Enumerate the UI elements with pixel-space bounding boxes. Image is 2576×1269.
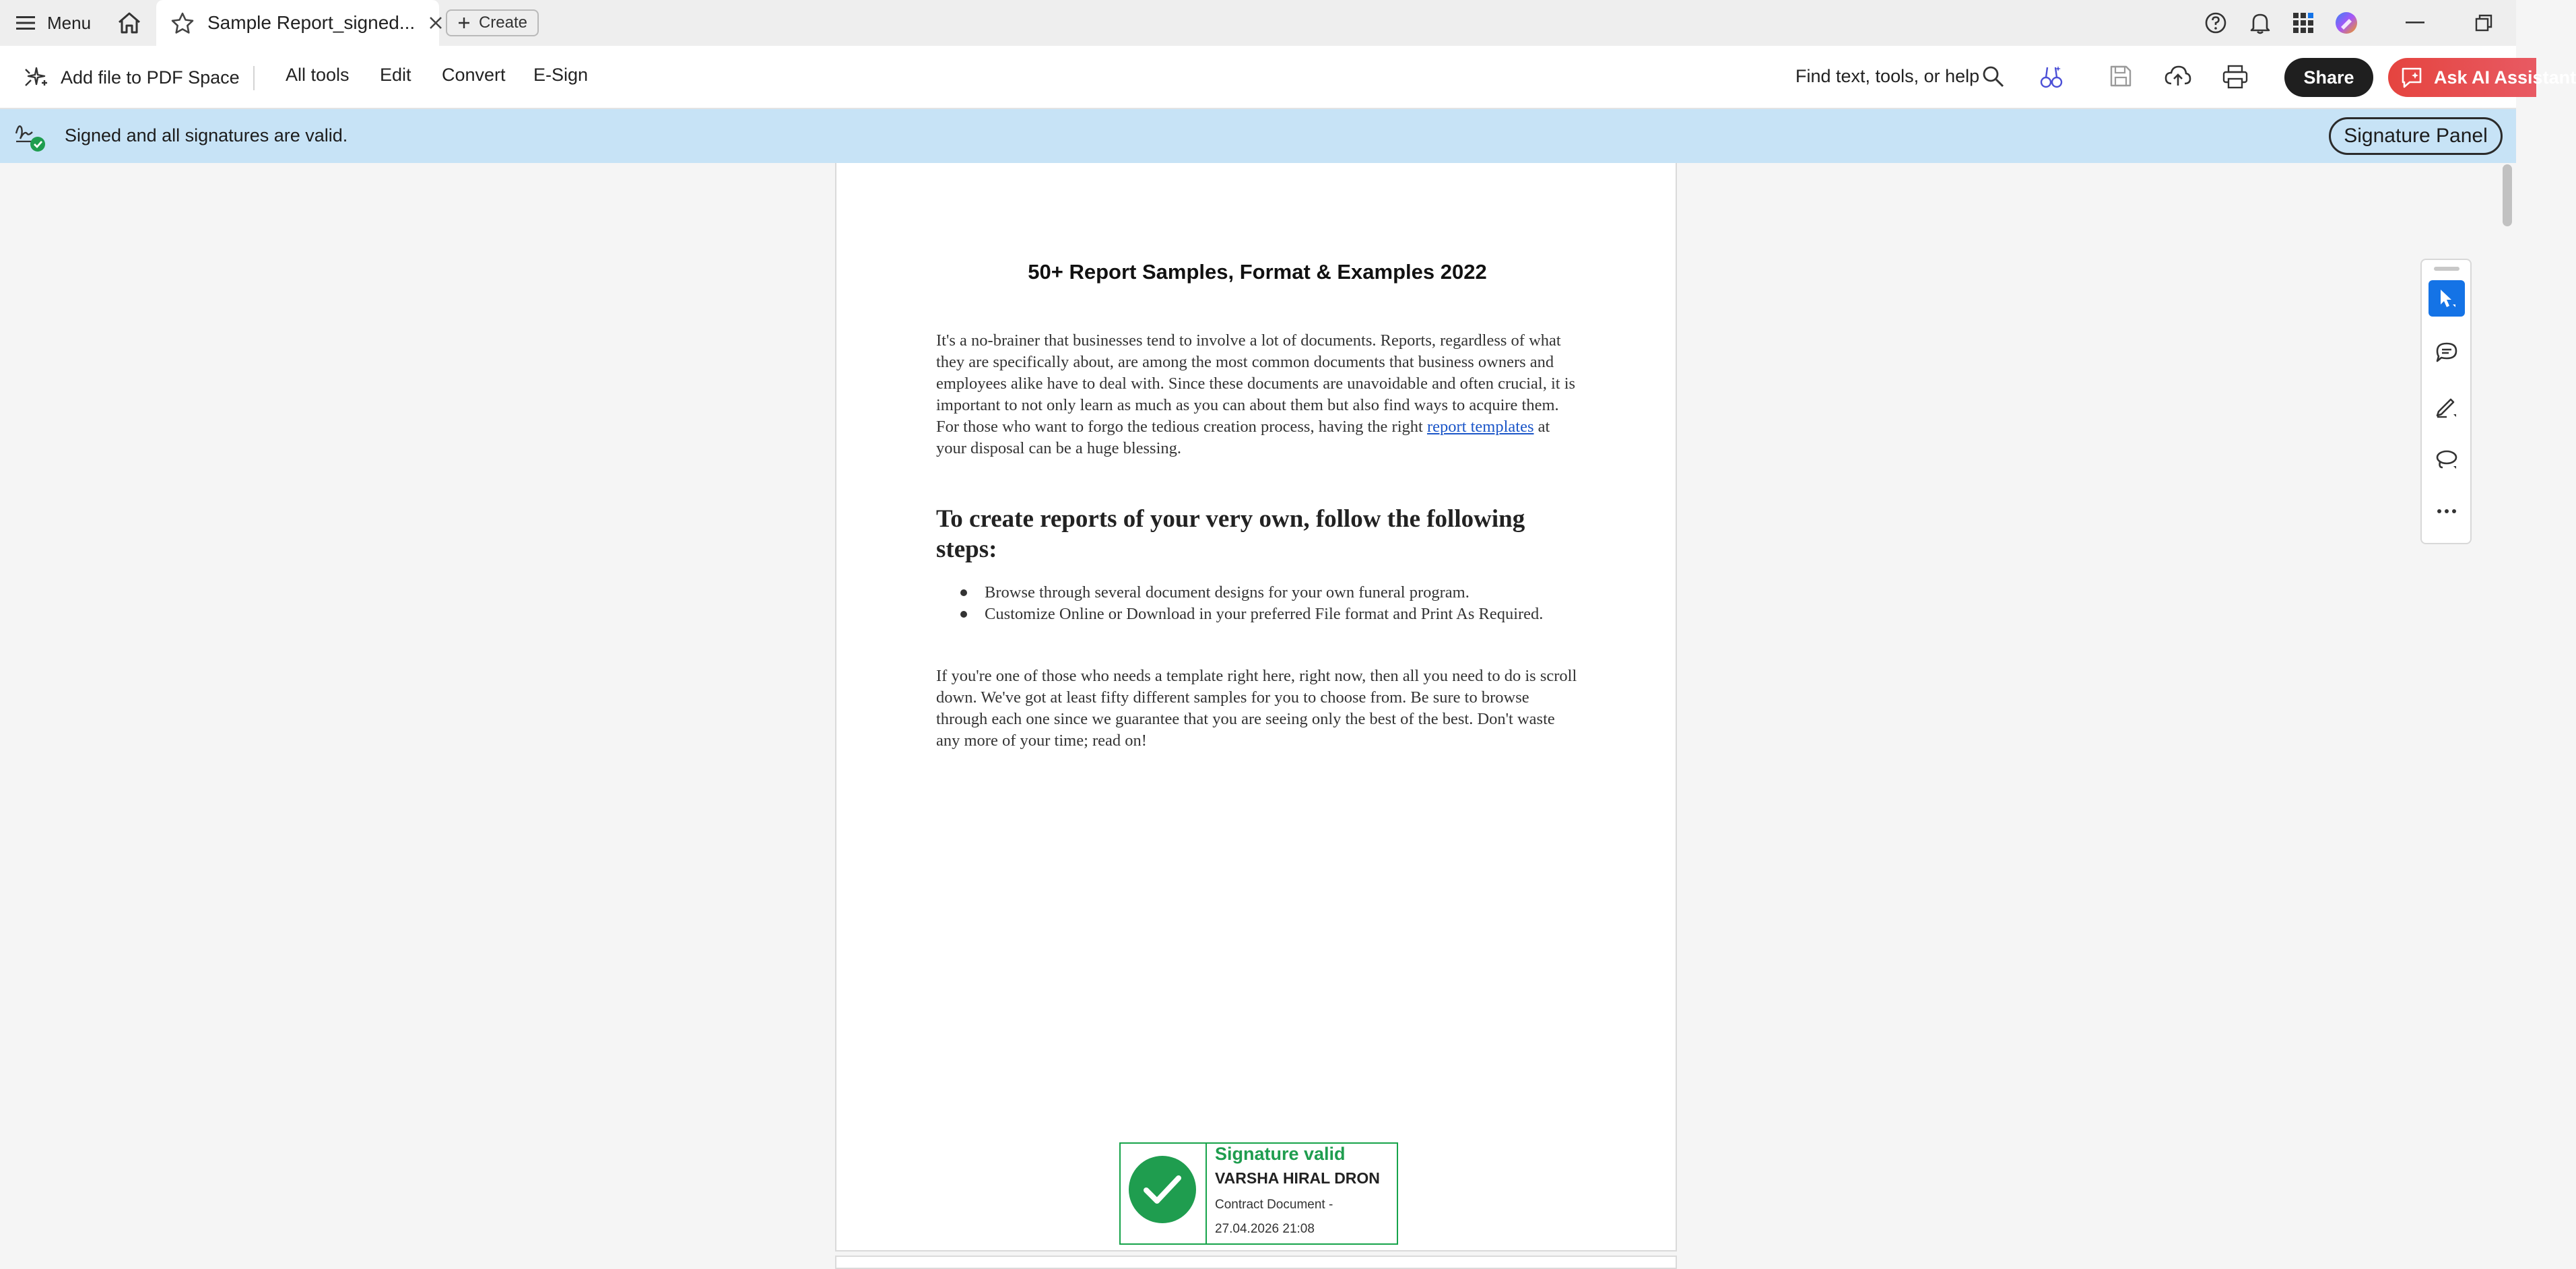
home-icon [117, 11, 141, 34]
help-button[interactable] [2200, 7, 2232, 39]
select-tool-button[interactable] [2429, 280, 2465, 317]
comment-tool-button[interactable] [2429, 334, 2465, 370]
report-templates-link[interactable]: report templates [1426, 418, 1534, 436]
pdf-page [835, 163, 1677, 1251]
signature-panel-button[interactable]: Signature Panel [2329, 117, 2503, 155]
list-item [936, 604, 1583, 625]
document-tab[interactable] [156, 0, 439, 46]
intro-text-end: at your disposal can be a huge blessing. [936, 418, 1550, 457]
signature-status: Signature valid [1215, 1144, 1346, 1164]
steps-list [936, 582, 1583, 625]
hamburger-icon [16, 15, 35, 30]
apps-grid-icon [2292, 11, 2315, 34]
create-button[interactable] [446, 9, 539, 36]
help-icon [2204, 11, 2227, 34]
intro-paragraph [936, 330, 1583, 459]
signature-date: 27.04.2026 21:08 [1215, 1222, 1315, 1236]
ask-ai-label: Ask AI Assistant [2434, 67, 2576, 88]
check-circle-icon [1129, 1156, 1196, 1223]
save-button[interactable] [2109, 65, 2132, 88]
add-file-icon [23, 65, 48, 90]
cloud-upload-icon [2165, 65, 2191, 88]
drag-handle[interactable] [2434, 267, 2459, 271]
signature-status-bar [0, 109, 2516, 163]
create-label: Create [478, 13, 528, 32]
lasso-icon [2435, 449, 2459, 471]
signer-name: VARSHA HIRAL DRON [1215, 1169, 1380, 1187]
signature-field[interactable] [1119, 1142, 1398, 1245]
restore-button[interactable] [2468, 7, 2500, 39]
plus-icon [457, 16, 471, 30]
toolbar-divider [253, 66, 255, 90]
bullet-icon [960, 589, 967, 596]
find-search-label[interactable]: Find text, tools, or help [1795, 66, 1980, 86]
pen-icon [2435, 394, 2459, 418]
search-icon [1981, 65, 2006, 89]
quick-tools-rail [2420, 259, 2472, 544]
ai-assistant-icon [2400, 66, 2424, 89]
profile-button[interactable] [2330, 7, 2363, 39]
signature-valid-icon [13, 119, 48, 154]
more-tools-button[interactable] [2429, 493, 2465, 529]
menu-convert[interactable]: Convert [442, 65, 506, 85]
title-bar [0, 0, 2516, 46]
add-file-button[interactable] [23, 63, 240, 92]
outro-paragraph: If you're one of those who needs a template right here, right now, then all you need to do is scroll down. We've got at least fifty different samples for you to choose from. Be sure to browse through each one since we guarantee that you are seeing only the best of the best. Don't waste any more of your time; read on! [936, 667, 1577, 750]
ai-sparkle-icon [2038, 63, 2065, 90]
save-icon [2109, 65, 2132, 88]
upload-cloud-button[interactable] [2165, 65, 2191, 88]
more-dots-icon [2437, 509, 2457, 514]
pdf-page-next [835, 1256, 1677, 1269]
bell-icon [2249, 11, 2271, 34]
minimize-button[interactable] [2399, 7, 2431, 39]
draw-tool-button[interactable] [2429, 388, 2465, 424]
main-toolbar [0, 46, 2576, 109]
document-title: 50+ Report Samples, Format & Examples 2022 [1028, 260, 1487, 284]
print-button[interactable] [2222, 65, 2248, 89]
ai-tools-button[interactable] [2038, 63, 2065, 90]
tab-label: Sample Report_signed... [207, 12, 416, 33]
lasso-tool-button[interactable] [2429, 442, 2465, 478]
intro-text: It's a no-brainer that businesses tend to involve a lot of documents. Reports, regardless of what they are specifically about, are among the most common documents that business owners and employees alike have to deal with. Since these documents are unavoidable and often crucial, it is important to not only learn as much as you can about them but also find ways to acquire them. For those who want to forgo the tedious creation process, having the right [936, 331, 1576, 436]
menu-button[interactable] [12, 7, 95, 39]
steps-heading: To create reports of your very own, follow the following steps: [936, 505, 1525, 563]
scrollbar-thumb[interactable] [2503, 164, 2512, 226]
list-item [936, 582, 1583, 604]
ask-ai-assistant-button[interactable] [2388, 58, 2576, 97]
menu-e-sign[interactable]: E-Sign [533, 65, 589, 85]
cursor-arrow-icon [2435, 287, 2458, 310]
menu-edit[interactable]: Edit [380, 65, 411, 85]
vertical-scrollbar[interactable] [2499, 163, 2516, 1264]
minimize-icon [2406, 22, 2424, 24]
bullet-icon [960, 611, 967, 618]
restore-icon [2475, 14, 2492, 32]
share-button[interactable]: Share [2284, 58, 2373, 97]
step-text: Browse through several document designs for your own funeral program. [985, 583, 1469, 601]
printer-icon [2222, 65, 2248, 89]
signature-divider [1206, 1144, 1207, 1243]
close-tab-icon[interactable] [428, 15, 443, 30]
add-file-label: Add file to PDF Space [61, 67, 240, 88]
comment-icon [2435, 341, 2459, 364]
step-text: Customize Online or Download in your preferred File format and Print As Required. [985, 605, 1544, 623]
menu-label: Menu [47, 12, 92, 33]
signature-status-text: Signed and all signatures are valid. [65, 125, 348, 145]
apps-button[interactable] [2287, 7, 2319, 39]
search-button[interactable] [1981, 65, 2006, 89]
notifications-button[interactable] [2244, 7, 2276, 39]
avatar [2334, 11, 2358, 35]
home-button[interactable] [113, 7, 145, 39]
star-icon[interactable] [171, 12, 194, 34]
menu-all-tools[interactable]: All tools [286, 65, 350, 85]
signature-reason: Contract Document - [1215, 1198, 1333, 1212]
